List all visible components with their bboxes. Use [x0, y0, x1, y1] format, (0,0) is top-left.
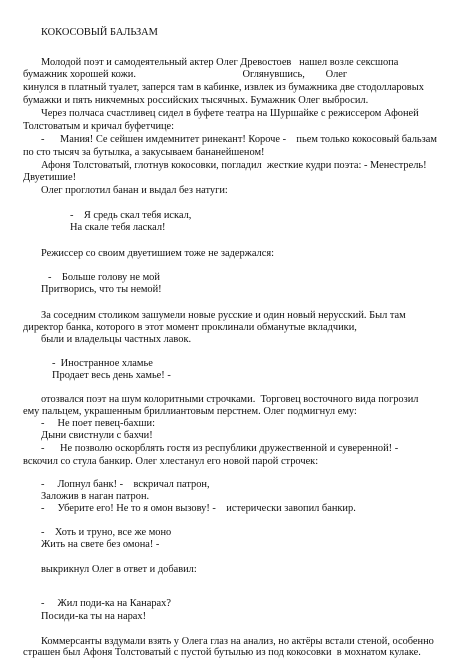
- verse-line: - Хоть и труно, все же моно: [41, 527, 172, 538]
- text-line: - Уберите его! Не то я омон вызову! - истерически завопил банкир.: [41, 503, 356, 514]
- verse-line: Заложив в наган патрон.: [41, 491, 150, 502]
- text-line: Толстоватым и кричал буфетчице:: [23, 121, 175, 132]
- verse-line: Посиди-ка ты на нарах!: [41, 611, 147, 622]
- text-line: бумажник хорошей кожи. Оглянувшись, Олег: [23, 69, 348, 80]
- verse-line: - Не поет певец-бахши:: [41, 418, 155, 429]
- verse-line: - Иностранное хламье: [52, 358, 153, 369]
- text-line: За соседним столиком зашумели новые русские и один новый нерусский. Был там: [41, 310, 406, 321]
- text-line: Молодой поэт и самодеятельный актер Олег Древостоев нашел возле сексшопа: [41, 57, 399, 68]
- text-line: Афоня Толстоватый, глотнув кокосовки, погладил жесткие кудри поэта: - Менестрель!: [41, 160, 427, 171]
- text-line: Двуетишие!: [23, 172, 77, 183]
- text-line: отозвался поэт на шум колоритными строчками. Торговец восточного вида погрозил: [41, 394, 419, 405]
- text-line: ему пальцем, украшенным бриллиантовым перстнем. Олег подмигнул ему:: [23, 406, 357, 417]
- verse-line: Продает весь день хамье! -: [52, 370, 171, 381]
- verse-line: - Лопнул банк! - вскричал патрон,: [41, 479, 210, 490]
- text-line: по сто тысяч за бутылка, а закусываем бананейшеном!: [23, 147, 265, 158]
- text-line: директор банка, которого в этот момент проклинали обманутые вкладчики,: [23, 322, 357, 333]
- text-line: - Мания! Се сейшен имдемнитет ринекант! Короче - пьем только кокосовый бальзам: [41, 134, 437, 145]
- verse-line: Дыни свистнули с бахчи!: [41, 430, 153, 441]
- page-title: КОКОСОВЫЙ БАЛЬЗАМ: [41, 27, 158, 38]
- text-line: вскочил со стула банкир. Олег хлестанул его новой парой строчек:: [23, 456, 319, 467]
- text-line: кинулся в платный туалет, заперся там в кабинке, извлек из бумажника две стодолларовых: [23, 82, 424, 93]
- verse-line: - Больше голову не мой: [48, 272, 160, 283]
- text-line: были и владельцы частных лавок.: [41, 334, 192, 345]
- verse-line: На скале тебя ласкал!: [70, 222, 166, 233]
- text-line: страшен был Афоня Толстоватый с пустой бутылью из под кокосовки в мохнатом кулаке.: [23, 647, 421, 658]
- text-line: бумажки и пять никчемных российских тысячных. Бумажник Олег выбросил.: [23, 95, 369, 106]
- text-line: Олег проглотил банан и выдал без натуги:: [41, 185, 228, 196]
- verse-line: - Я средь скал тебя искал,: [70, 210, 192, 221]
- text-line: - Не позволю оскорблять гостя из республики дружественной и суверенной! -: [41, 443, 399, 454]
- text-line: Режиссер со своим двуетишием тоже не задержался:: [41, 248, 275, 259]
- verse-line: Жить на свете без омона! -: [41, 539, 160, 550]
- text-line: выкрикнул Олег в ответ и добавил:: [41, 564, 197, 575]
- text-line: Коммерсанты вздумали взять у Олега глаз на анализ, но актёры встали стеной, особенно: [41, 636, 434, 647]
- text-line: Через полчаса счастливец сидел в буфете театра на Шуршайке с режиссером Афоней: [41, 108, 419, 119]
- verse-line: - Жил поди-ка на Канарах?: [41, 598, 171, 609]
- verse-line: Притворись, что ты немой!: [41, 284, 162, 295]
